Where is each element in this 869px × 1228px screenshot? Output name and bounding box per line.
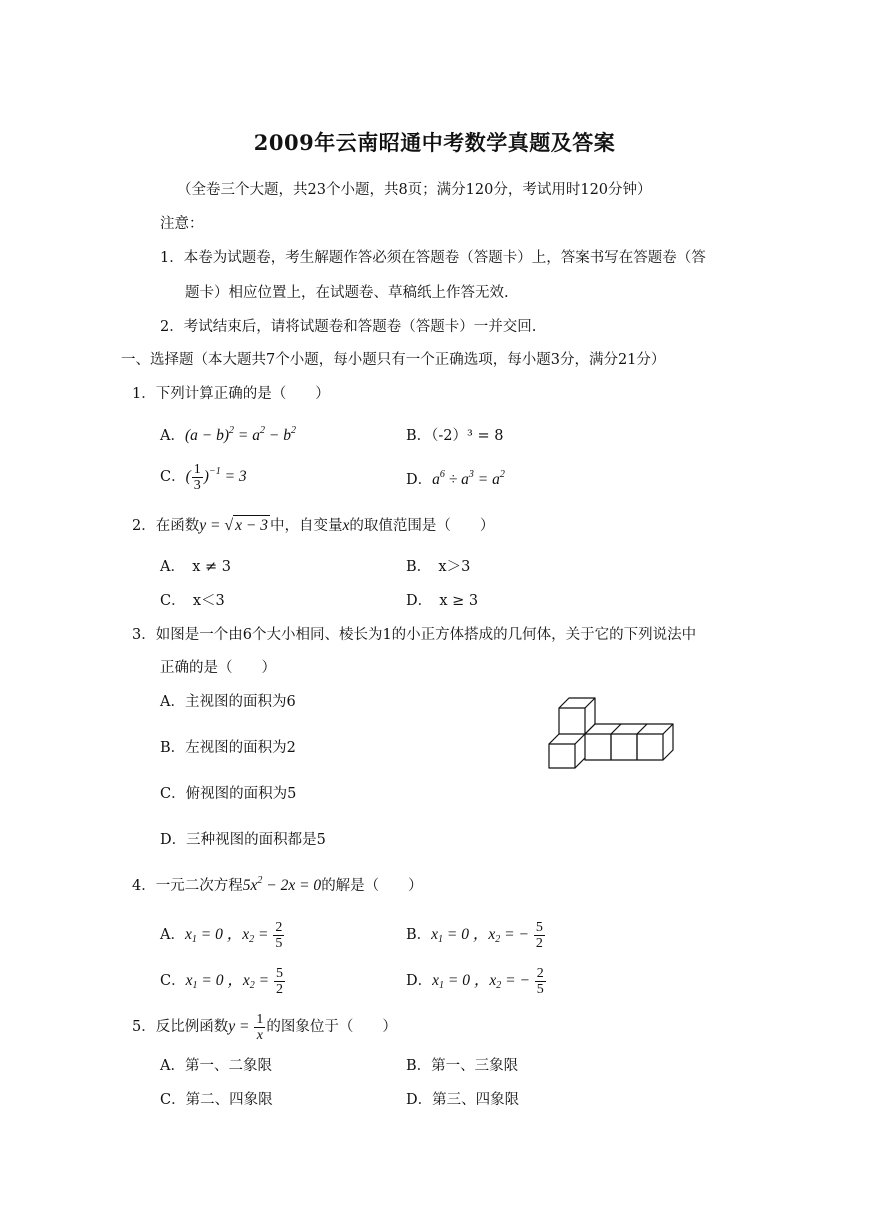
question-1-option-c (160, 462, 247, 493)
question-1-option-b: B．（-2）³ = 8 (406, 428, 504, 444)
option-d-label: D． (406, 472, 433, 488)
section-1-heading: 一、选择题（本大题共7个小题，每小题只有一个正确选项，每小题3分，满分21分） (121, 352, 666, 368)
option-a-label: A． (160, 428, 185, 444)
question-2-option-d: D． x ≥ 3 (406, 593, 479, 609)
question-3-option-d: D．三种视图的面积都是5 (160, 832, 326, 848)
question-4-option-c: C．$x_1 = 0$ ，$x_2$ = $\frac{5}{2}$ (160, 966, 283, 997)
question-3-option-a: A．主视图的面积为6 (160, 694, 296, 710)
option-a-formula: $(a - b)^2 = a^2 - b^2$ (184, 425, 296, 444)
question-3-stem-line-1: 3．如图是一个由6个大小相同、棱长为1的小正方体搭成的几何体，关于它的下列说法中 (132, 627, 697, 643)
notice-item-1-line-2: 题卡）相应位置上，在试题卷、草稿纸上作答无效. (185, 285, 509, 301)
question-5-stem: 5．反比例函数y = $\frac{1}{x}$ 的图象位于（ ） (132, 1012, 397, 1043)
question-5-option-c: C．第二、四象限 (160, 1092, 273, 1108)
notice-label: 注意： (160, 216, 204, 232)
question-4-option-d: D．$x_1 = 0$ ，$x_2$ = − $\frac{2}{5}$ (406, 966, 544, 997)
question-4-equation: $5x^2 - 2x = 0$ (242, 875, 322, 894)
question-1-option-a (160, 426, 296, 446)
cube-solid-figure-icon (545, 697, 675, 769)
question-1-option-d (406, 470, 505, 490)
question-3-option-b: B．左视图的面积为2 (160, 740, 296, 756)
question-3-stem-line-2: 正确的是（ ） (160, 660, 276, 676)
question-4-option-b: B．$x_1 = 0$ ，$x_2$ = − $\frac{5}{2}$ (406, 920, 543, 951)
question-2-option-b: B． x＞3 (406, 559, 471, 575)
question-5-option-d: D．第三、四象限 (406, 1092, 520, 1108)
notice-item-1-line-1: 1．本卷为试题卷，考生解题作答必须在答题卷（答题卡）上，答案书写在答题卷（答 (160, 250, 706, 266)
page-title: 2009年云南昭通中考数学真题及答案 (253, 130, 616, 155)
question-2-function: y = √ x − 3 (199, 517, 268, 534)
question-4-option-a: A．$x_1 = 0$ ，$x_2$ = $\frac{2}{5}$ (160, 920, 283, 951)
option-d-formula: $a^6 \div a^3 = a^2$ (432, 469, 505, 488)
question-2-option-a: A． x ≠ 3 (160, 559, 231, 575)
notice-item-2: 2．考试结束后，请将试题卷和答题卷（答题卡）一并交回. (160, 319, 537, 335)
option-c-label: C． (160, 469, 186, 486)
exam-info: （全卷三个大题，共23个小题，共8页；满分120分，考试用时120分钟） (177, 182, 652, 198)
question-1-stem: 1．下列计算正确的是（ ） (132, 386, 330, 402)
question-2-option-c: C． x＜3 (160, 593, 225, 609)
question-5-option-a: A．第一、二象限 (160, 1058, 272, 1074)
question-2-stem: 2．在函数y = √ x − 3 中，自变量x的取值范围是（ ） (132, 517, 495, 534)
option-c-formula: ( $\frac{1}{3}$ )$^{-1}$ = 3 (185, 462, 247, 493)
question-4-stem: 4．一元二次方程$5x^2 - 2x = 0$的解是（ ） (132, 875, 423, 894)
question-5-function: y = $\frac{1}{x}$ (228, 1012, 264, 1043)
question-5-option-b: B．第一、三象限 (406, 1058, 519, 1074)
question-3-option-c: C．俯视图的面积为5 (160, 786, 297, 802)
